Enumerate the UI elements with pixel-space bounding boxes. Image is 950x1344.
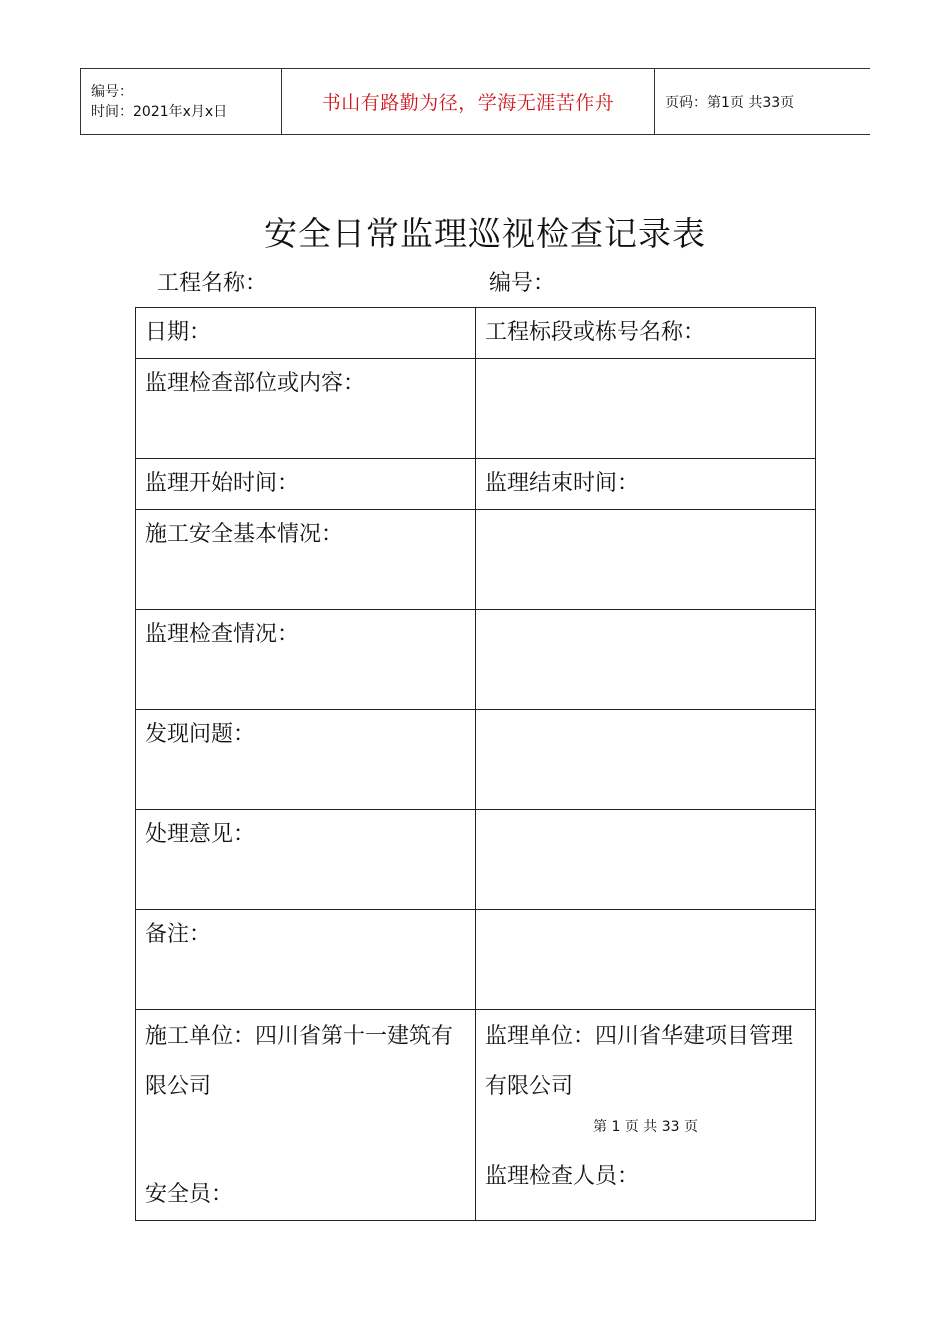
end-time-cell	[476, 459, 816, 510]
inspection-status-value-cell	[476, 610, 816, 710]
handling-label: 处理意见：	[145, 822, 256, 847]
remarks-label: 备注：	[145, 922, 212, 947]
date-label: 日期：	[145, 320, 212, 345]
header-time-label: 时间：2021年x月x日	[91, 103, 228, 120]
supervision-unit-cell	[476, 1010, 816, 1221]
section-label: 工程标段或栋号名称：	[485, 320, 706, 345]
end-time-label: 监理结束时间：	[485, 471, 640, 496]
header-motto: 书山有路勤为径，学海无涯苦作舟	[321, 92, 615, 114]
construction-unit-text: 施工单位：四川省第十一建筑有限公司	[145, 1024, 454, 1099]
table-row	[136, 359, 816, 459]
table-row	[136, 910, 816, 1010]
table-row	[136, 459, 816, 510]
safety-status-label: 施工安全基本情况：	[145, 522, 344, 547]
construction-unit-cell	[136, 1010, 476, 1221]
remarks-cell	[136, 910, 476, 1010]
table-row	[136, 810, 816, 910]
inspection-status-cell	[136, 610, 476, 710]
safety-status-value-cell	[476, 510, 816, 610]
inspect-part-value-cell	[476, 359, 816, 459]
table-row	[136, 610, 816, 710]
header-number-label: 编号：	[91, 83, 133, 100]
handling-cell	[136, 810, 476, 910]
start-time-label: 监理开始时间：	[145, 471, 300, 496]
handling-value-cell	[476, 810, 816, 910]
start-time-cell	[136, 459, 476, 510]
table-row	[136, 308, 816, 359]
remarks-value-cell	[476, 910, 816, 1010]
issues-label: 发现问题：	[145, 722, 256, 747]
inspection-form-table	[135, 307, 816, 1221]
supervision-unit-text: 监理单位：四川省华建项目管理有限公司	[485, 1024, 794, 1099]
inspect-part-cell	[136, 359, 476, 459]
issues-cell	[136, 710, 476, 810]
section-cell	[476, 308, 816, 359]
document-title: 安全日常监理巡视检查记录表	[264, 214, 706, 253]
inspector-label: 监理检查人员：	[485, 1164, 640, 1189]
inspect-part-label: 监理检查部位或内容：	[145, 371, 366, 396]
header-page-cell	[655, 69, 871, 135]
inspection-status-label: 监理检查情况：	[145, 622, 300, 647]
table-row	[136, 710, 816, 810]
header-motto-cell	[282, 69, 655, 135]
header-table	[80, 68, 870, 135]
inner-page-info: 第 1 页 共 33 页	[593, 1119, 698, 1135]
project-name-label: 工程名称：	[157, 271, 268, 296]
safety-status-cell	[136, 510, 476, 610]
project-number-label: 编号：	[489, 271, 556, 296]
safety-officer-label: 安全员：	[145, 1182, 234, 1207]
date-cell	[136, 308, 476, 359]
header-meta-cell	[81, 69, 282, 135]
header-page-info: 页码：第1页 共33页	[665, 94, 795, 111]
table-row	[136, 510, 816, 610]
issues-value-cell	[476, 710, 816, 810]
table-row	[136, 1010, 816, 1221]
